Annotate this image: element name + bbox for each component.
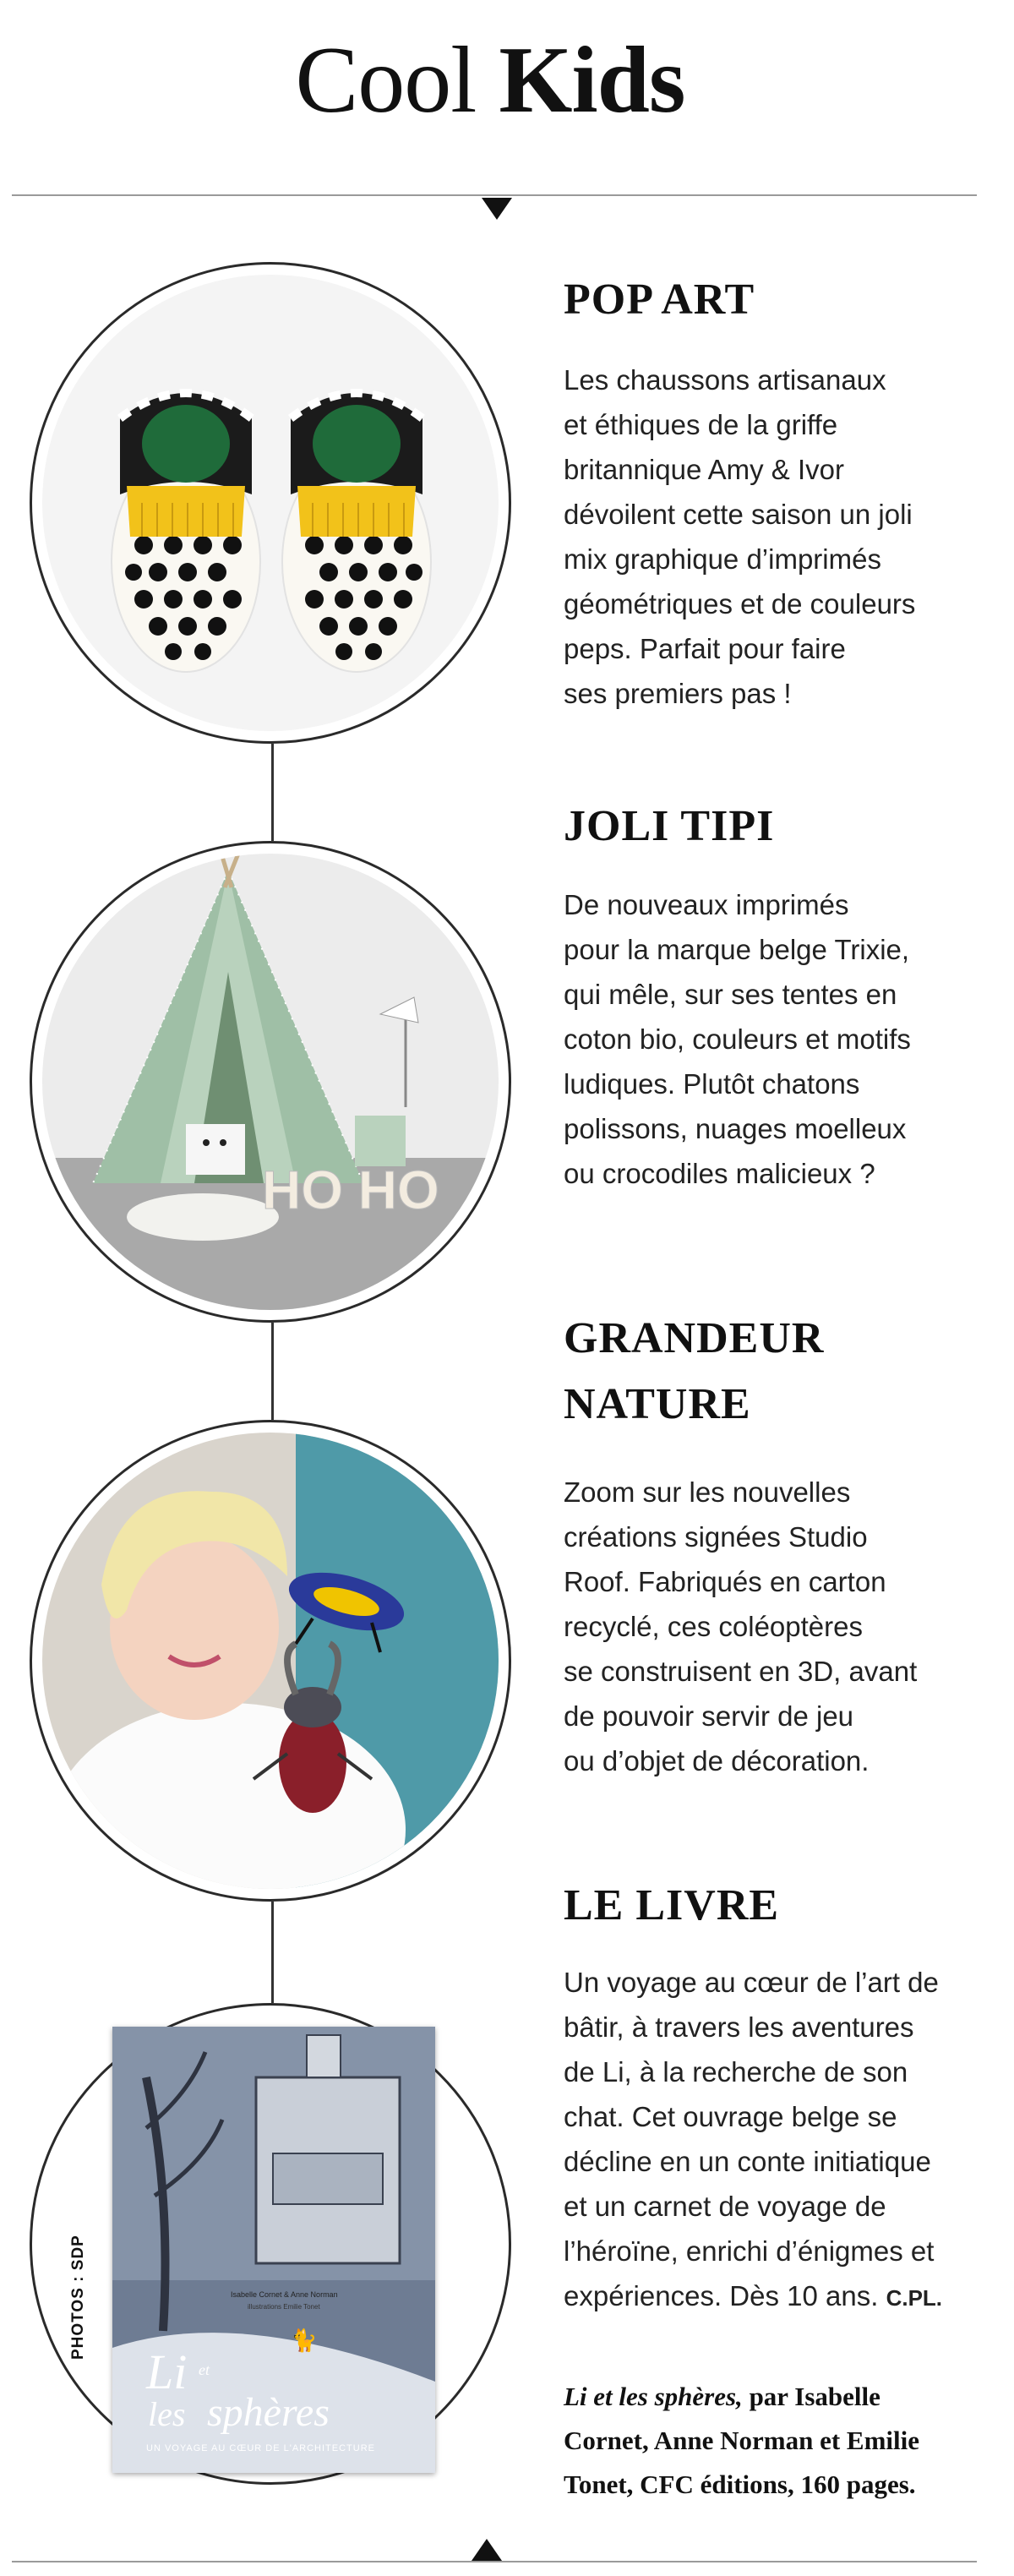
page-title	[0, 25, 980, 135]
section-joli-tipi	[564, 801, 1003, 1196]
book-authors: Isabelle Cornet & Anne Norman	[231, 2290, 338, 2299]
svg-text:🐈: 🐈	[290, 2328, 318, 2353]
photo-credit: PHOTOS : SDP	[69, 2235, 87, 2360]
section-body: Les chaussons artisanaux et éthiques de la griffe britannique Amy & Ivor dévoilent cette saison un joli mix graphique d’imprimés géométriques et de couleurs peps. Parfait pour faire ses premiers pas !	[564, 364, 916, 709]
child-with-beetles-illustration	[42, 1433, 499, 1889]
book-title-li: Li	[146, 2344, 188, 2399]
top-divider	[12, 194, 977, 196]
book-caption	[564, 2375, 1003, 2507]
connector-line	[271, 1902, 274, 2003]
connector-line	[271, 1323, 274, 1420]
book-caption-details: par Isabelle Cornet, Anne Norman et Emilie Tonet, CFC éditions, 160 pages.	[564, 2382, 920, 2499]
section-heading: GRANDEUR NATURE	[564, 1314, 825, 1428]
author-signature: C.PL.	[886, 2285, 943, 2311]
book-subtitle: UN VOYAGE AU CŒUR DE L'ARCHITECTURE	[146, 2443, 375, 2453]
section-heading: LE LIVRE	[564, 1881, 780, 1929]
book-illustrator: illustrations Emilie Tonet	[248, 2303, 320, 2311]
photo-circle-tipi	[30, 841, 511, 1323]
photo-circle-shoes	[30, 262, 511, 744]
baby-shoes-illustration	[42, 275, 499, 731]
book-cover-illustration	[112, 2027, 435, 2473]
title-cool: Cool	[295, 28, 477, 133]
section-grandeur-nature	[564, 1306, 1003, 1783]
tent-sign-text: HO HO	[262, 1160, 439, 1220]
book-caption-title: Li et les sphères,	[564, 2382, 743, 2411]
section-body: De nouveaux imprimés pour la marque belge Trixie, qui mêle, sur ses tentes en coton bio, couleurs et motifs ludiques. Plutôt chatons polissons, nuages moelleux ou crocodiles malicieux ?	[564, 889, 911, 1189]
section-le-livre	[564, 1880, 1003, 2321]
book-cover	[112, 2027, 435, 2473]
title-kids: Kids	[499, 28, 685, 133]
section-heading: POP ART	[564, 276, 755, 324]
down-arrow-icon	[482, 198, 512, 220]
section-body: Zoom sur les nouvelles créations signées Studio Roof. Fabriqués en carton recyclé, ces coléoptères se construisent en 3D, avant de pouvoir servir de jeu ou d’objet de décoration.	[564, 1476, 918, 1776]
section-body-text: Un voyage au cœur de l’art de bâtir, à travers les aventures de Li, à la recherche de son chat. Cet ouvrage belge se décline en un conte initiatique et un carnet de voyage de l’héroïne, enrichi d’énigmes et expériences. Dès 10 ans.	[564, 1967, 939, 2311]
tipi-tent-illustration	[42, 854, 499, 1310]
connector-line	[271, 744, 274, 841]
up-arrow-icon	[472, 2539, 502, 2561]
photo-circle-beetles	[30, 1420, 511, 1902]
book-title-et: et	[199, 2361, 210, 2378]
bottom-divider	[12, 2561, 977, 2562]
section-body	[564, 1960, 1003, 2321]
section-heading: JOLI TIPI	[564, 802, 775, 850]
book-title-les: les	[148, 2395, 186, 2433]
section-pop-art	[564, 275, 1003, 716]
book-title-spheres: sphères	[207, 2390, 330, 2435]
